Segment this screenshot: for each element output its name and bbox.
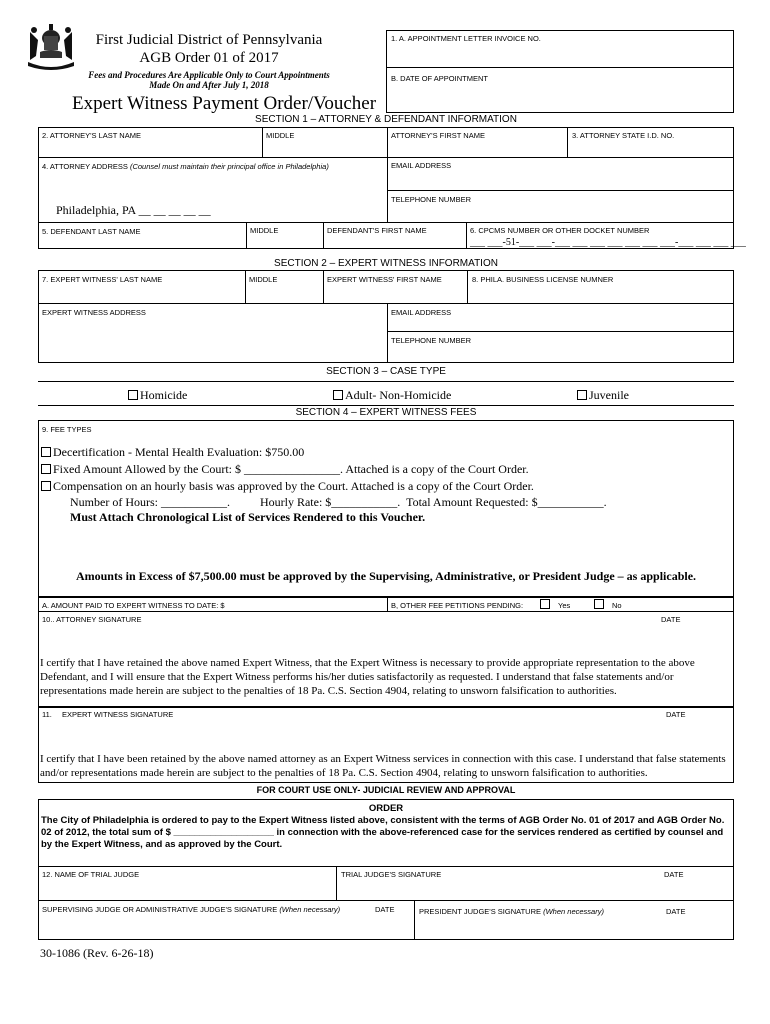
section4-title: SECTION 4 – EXPERT WITNESS FEES: [295, 407, 477, 418]
attorney-certification: I certify that I have retained the above named Expert Witness, that the Expert Witness is necessary to provide appropriate representation to the above Defendant, and I will ensure that the Expert Witness performs his/her duties satisfactorily as requested. I understand that false statements and/or representations made herein are subject to the penalties of 18 Pa. C.S. Section 4904, relating to unsworn falsification to authorities.: [40, 657, 695, 697]
expert-certification: I certify that I have been retained by the above named attorney as an Expert Witness services in connection with this case. I understand that false statements and/or representations made herein are subject to the penalties of 18 Pa. C.S. Section 4904, relating to unsworn falsification to authorities.: [40, 753, 726, 779]
expert-last-name-field[interactable]: 7. EXPERT WITNESS' LAST NAME: [42, 275, 163, 284]
expert-address-field[interactable]: EXPERT WITNESS ADDRESS: [42, 308, 146, 317]
case-type-juvenile[interactable]: [577, 388, 629, 402]
court-name: First Judicial District of Pennsylvania: [95, 32, 323, 48]
trial-judge-name-field[interactable]: 12. NAME OF TRIAL JUDGE: [42, 870, 140, 879]
president-judge-note: (When necessary): [543, 907, 604, 916]
expert-phone-field[interactable]: TELEPHONE NUMBER: [391, 336, 472, 345]
docket-number-field[interactable]: ___ ___-51-___ ___-___ ___ ___ ___ ___ ___ ___-___ ___ ___ ___: [470, 237, 746, 248]
attorney-first-name-field[interactable]: ATTORNEY'S FIRST NAME: [391, 131, 485, 140]
yes-label: Yes: [558, 601, 571, 610]
adult-non-homicide-label: Adult- Non-Homicide: [345, 388, 452, 402]
attorney-middle-field[interactable]: MIDDLE: [266, 131, 295, 140]
case-type-homicide[interactable]: [128, 388, 187, 402]
form-title: Expert Witness Payment Order/Voucher: [72, 93, 377, 114]
fee-types-label: 9. FEE TYPES: [42, 425, 92, 434]
excess-approval-note: Amounts in Excess of $7,500.00 must be approved by the Supervising, Administrative, or President Judge – as applicable.: [75, 569, 697, 583]
trial-judge-signature-field[interactable]: TRIAL JUDGE'S SIGNATURE: [341, 870, 442, 879]
juvenile-label: Juvenile: [589, 388, 629, 402]
order-text: The City of Philadelphia is ordered to pay to the Expert Witness listed above, consistent with the terms of AGB Order No. 01 of 2017 and AGB Order No. 02 of 2012, the total sum of $ ___________________ in connection with the above-referenced case for the services rendered as certified by counsel and by the Expert Witness, and as approved by the Court.: [41, 815, 725, 850]
expert-signature-date[interactable]: DATE: [666, 710, 686, 719]
expert-signature-number: 11.: [42, 710, 52, 719]
defendant-last-name-field[interactable]: 5. DEFENDANT LAST NAME: [42, 227, 141, 236]
fee-option-hourly[interactable]: [41, 479, 534, 494]
must-attach-note: Must Attach Chronological List of Services Rendered to this Voucher.: [70, 510, 426, 524]
expert-first-name-field[interactable]: EXPERT WITNESS' FIRST NAME: [327, 275, 442, 284]
supervising-judge-signature-field[interactable]: [42, 905, 340, 914]
attorney-phone-field[interactable]: TELEPHONE NUMBER: [391, 195, 472, 204]
attorney-last-name-field[interactable]: 2. ATTORNEY'S LAST NAME: [42, 131, 141, 140]
juvenile-checkbox[interactable]: [577, 390, 587, 400]
attorney-signature-date[interactable]: DATE: [661, 615, 681, 624]
docket-number-label: 6. CPCMS NUMBER OR OTHER DOCKET NUMBER: [470, 226, 650, 235]
attorney-address-field[interactable]: [42, 162, 329, 171]
president-judge-date[interactable]: DATE: [666, 907, 686, 916]
business-license-field[interactable]: 8. PHILA. BUSINESS LICENSE NUMNER: [472, 275, 614, 284]
defendant-middle-field[interactable]: MIDDLE: [250, 226, 279, 235]
appointment-date-field[interactable]: B. DATE OF APPOINTMENT: [391, 74, 488, 83]
seal-icon: [24, 22, 78, 70]
supervising-judge-label: SUPERVISING JUDGE OR ADMINISTRATIVE JUDGE'S SIGNATURE: [42, 905, 278, 914]
case-type-adult-non-homicide[interactable]: [333, 388, 451, 402]
expert-middle-field[interactable]: MIDDLE: [249, 275, 278, 284]
fixed-amount-checkbox[interactable]: [41, 464, 51, 474]
fee-note-1: Fees and Procedures Are Applicable Only to Court Appointments: [88, 70, 330, 80]
amount-paid-field[interactable]: A. AMOUNT PAID TO EXPERT WITNESS TO DATE: $: [42, 601, 225, 610]
homicide-checkbox[interactable]: [128, 390, 138, 400]
order-heading: ORDER: [368, 803, 404, 814]
decertification-label: Decertification - Mental Health Evaluation: $750.00: [53, 445, 305, 459]
fee-option-decertification[interactable]: [41, 445, 304, 460]
supervising-judge-date[interactable]: DATE: [375, 905, 395, 914]
section2-title: SECTION 2 – EXPERT WITNESS INFORMATION: [274, 258, 498, 269]
petitions-yes-option[interactable]: [540, 599, 570, 610]
attorney-email-field[interactable]: EMAIL ADDRESS: [391, 161, 452, 170]
fee-note-2: Made On and After July 1, 2018: [149, 80, 269, 90]
city-line: Philadelphia, PA __ __ __ __ __: [56, 203, 211, 217]
invoice-no-field[interactable]: 1. A. APPOINTMENT LETTER INVOICE NO.: [391, 34, 541, 43]
fee-option-fixed-amount[interactable]: [41, 462, 529, 477]
homicide-label: Homicide: [140, 388, 188, 402]
trial-judge-date[interactable]: DATE: [664, 870, 684, 879]
attorney-id-field[interactable]: 3. ATTORNEY STATE I.D. NO.: [572, 131, 675, 140]
form-revision-number: 30-1086 (Rev. 6-26-18): [40, 946, 154, 960]
hours-rate-total-line[interactable]: Number of Hours: ___________. Hourly Rate: $___________. Total Amount Requested: $___________.: [70, 495, 607, 509]
court-use-title: FOR COURT USE ONLY- JUDICIAL REVIEW AND APPROVAL: [256, 785, 516, 795]
attorney-address-note: (Counsel must maintain their principal office in Philadelphia): [129, 162, 329, 171]
attorney-address-label: 4. ATTORNEY ADDRESS: [42, 162, 128, 171]
defendant-first-name-field[interactable]: DEFENDANT'S FIRST NAME: [327, 226, 427, 235]
decertification-checkbox[interactable]: [41, 447, 51, 457]
attorney-signature-field[interactable]: 10.. ATTORNEY SIGNATURE: [42, 615, 142, 624]
expert-email-field[interactable]: EMAIL ADDRESS: [391, 308, 452, 317]
fixed-amount-label: Fixed Amount Allowed by the Court: $ ________________. Attached is a copy of the Court Order.: [53, 462, 529, 476]
section3-title: SECTION 3 – CASE TYPE: [326, 366, 446, 377]
yes-checkbox[interactable]: [540, 599, 550, 609]
president-judge-label: PRESIDENT JUDGE'S SIGNATURE: [419, 907, 542, 916]
no-label: No: [612, 601, 622, 610]
petitions-no-option[interactable]: [594, 599, 622, 610]
hourly-checkbox[interactable]: [41, 481, 51, 491]
adult-non-homicide-checkbox[interactable]: [333, 390, 343, 400]
section1-title: SECTION 1 – ATTORNEY & DEFENDANT INFORMATION: [255, 114, 517, 125]
president-judge-signature-field[interactable]: [419, 907, 604, 916]
supervising-judge-note: (When necessary): [279, 905, 341, 914]
court-seal: [24, 22, 78, 70]
order-number: AGB Order 01 of 2017: [139, 50, 279, 66]
expert-signature-field[interactable]: EXPERT WITNESS SIGNATURE: [62, 710, 174, 719]
hourly-label: Compensation on an hourly basis was approved by the Court. Attached is a copy of the Court Order.: [53, 479, 534, 493]
no-checkbox[interactable]: [594, 599, 604, 609]
other-petitions-label: B, OTHER FEE PETITIONS PENDING:: [391, 601, 524, 610]
